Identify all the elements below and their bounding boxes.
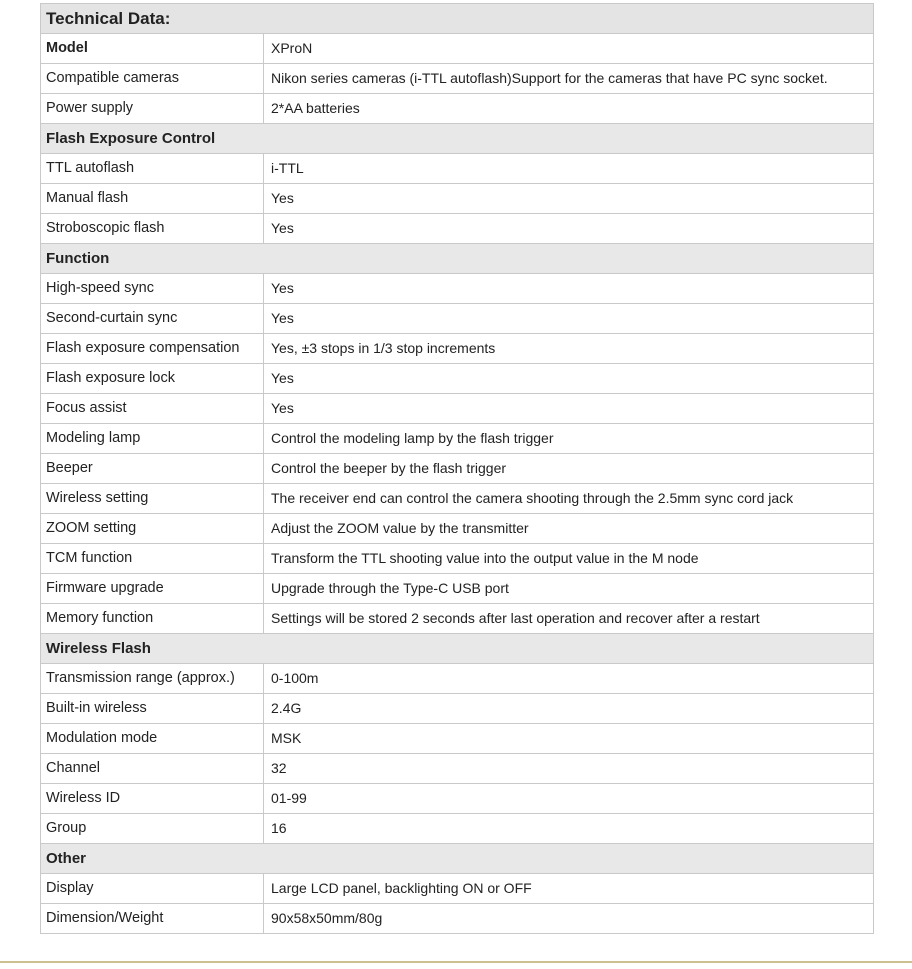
table-row <box>41 334 874 364</box>
section-header-row <box>41 634 874 664</box>
table-row <box>41 34 874 64</box>
table-row <box>41 274 874 304</box>
table-row <box>41 184 874 214</box>
section-header-row <box>41 844 874 874</box>
spec-value: Control the beeper by the flash trigger <box>264 454 874 484</box>
table-row <box>41 514 874 544</box>
spec-label: Power supply <box>41 94 264 124</box>
spec-label: Second-curtain sync <box>41 304 264 334</box>
table-row <box>41 304 874 334</box>
spec-label: TTL autoflash <box>41 154 264 184</box>
spec-value: Control the modeling lamp by the flash trigger <box>264 424 874 454</box>
table-row <box>41 544 874 574</box>
section-title: Flash Exposure Control <box>41 124 874 154</box>
spec-label: Focus assist <box>41 394 264 424</box>
spec-label: Memory function <box>41 604 264 634</box>
table-title: Technical Data: <box>41 4 874 34</box>
spec-value: Settings will be stored 2 seconds after last operation and recover after a restart <box>264 604 874 634</box>
spec-value: 32 <box>264 754 874 784</box>
spec-value: Transform the TTL shooting value into the output value in the M node <box>264 544 874 574</box>
spec-label: Flash exposure compensation <box>41 334 264 364</box>
spec-value: i-TTL <box>264 154 874 184</box>
section-title: Other <box>41 844 874 874</box>
spec-value: 90x58x50mm/80g <box>264 904 874 934</box>
spec-value: Nikon series cameras (i-TTL autoflash)Support for the cameras that have PC sync socket. <box>264 64 874 94</box>
section-header-row <box>41 124 874 154</box>
spec-label: Compatible cameras <box>41 64 264 94</box>
table-body <box>41 4 874 934</box>
spec-value: 2.4G <box>264 694 874 724</box>
bottom-divider <box>0 961 912 963</box>
table-title-row <box>41 4 874 34</box>
section-title: Function <box>41 244 874 274</box>
table-row <box>41 874 874 904</box>
spec-value: Adjust the ZOOM value by the transmitter <box>264 514 874 544</box>
spec-label: ZOOM setting <box>41 514 264 544</box>
spec-label: TCM function <box>41 544 264 574</box>
spec-value: Upgrade through the Type-C USB port <box>264 574 874 604</box>
spec-label: Manual flash <box>41 184 264 214</box>
spec-value: Yes <box>264 304 874 334</box>
table-row <box>41 904 874 934</box>
spec-value: MSK <box>264 724 874 754</box>
spec-value: Yes <box>264 184 874 214</box>
spec-label: Modeling lamp <box>41 424 264 454</box>
spec-label: Dimension/Weight <box>41 904 264 934</box>
table-row <box>41 454 874 484</box>
spec-value: 0-100m <box>264 664 874 694</box>
spec-label: Model <box>41 34 264 64</box>
spec-label: Wireless setting <box>41 484 264 514</box>
spec-label: Transmission range (approx.) <box>41 664 264 694</box>
spec-label: Wireless ID <box>41 784 264 814</box>
table-row <box>41 664 874 694</box>
spec-label: High-speed sync <box>41 274 264 304</box>
spec-value: 16 <box>264 814 874 844</box>
spec-value: Yes <box>264 394 874 424</box>
spec-value: 01-99 <box>264 784 874 814</box>
spec-label: Stroboscopic flash <box>41 214 264 244</box>
table-row <box>41 364 874 394</box>
table-row <box>41 574 874 604</box>
spec-value: Large LCD panel, backlighting ON or OFF <box>264 874 874 904</box>
table-row <box>41 694 874 724</box>
section-title: Wireless Flash <box>41 634 874 664</box>
spec-label: Group <box>41 814 264 844</box>
table-row <box>41 784 874 814</box>
spec-label: Built-in wireless <box>41 694 264 724</box>
spec-value: Yes <box>264 214 874 244</box>
table-row <box>41 394 874 424</box>
spec-label: Flash exposure lock <box>41 364 264 394</box>
spec-label: Firmware upgrade <box>41 574 264 604</box>
table-row <box>41 94 874 124</box>
table-row <box>41 604 874 634</box>
spec-value: XProN <box>264 34 874 64</box>
table-row <box>41 214 874 244</box>
table-row <box>41 724 874 754</box>
table-row <box>41 484 874 514</box>
table-row <box>41 154 874 184</box>
technical-data-table <box>40 3 874 934</box>
spec-label: Channel <box>41 754 264 784</box>
spec-value: Yes, ±3 stops in 1/3 stop increments <box>264 334 874 364</box>
spec-value: Yes <box>264 364 874 394</box>
spec-label: Modulation mode <box>41 724 264 754</box>
spec-value: 2*AA batteries <box>264 94 874 124</box>
spec-label: Beeper <box>41 454 264 484</box>
spec-value: The receiver end can control the camera shooting through the 2.5mm sync cord jack <box>264 484 874 514</box>
spec-label: Display <box>41 874 264 904</box>
table-row <box>41 814 874 844</box>
table-row <box>41 424 874 454</box>
table-row <box>41 754 874 784</box>
spec-value: Yes <box>264 274 874 304</box>
table-row <box>41 64 874 94</box>
section-header-row <box>41 244 874 274</box>
